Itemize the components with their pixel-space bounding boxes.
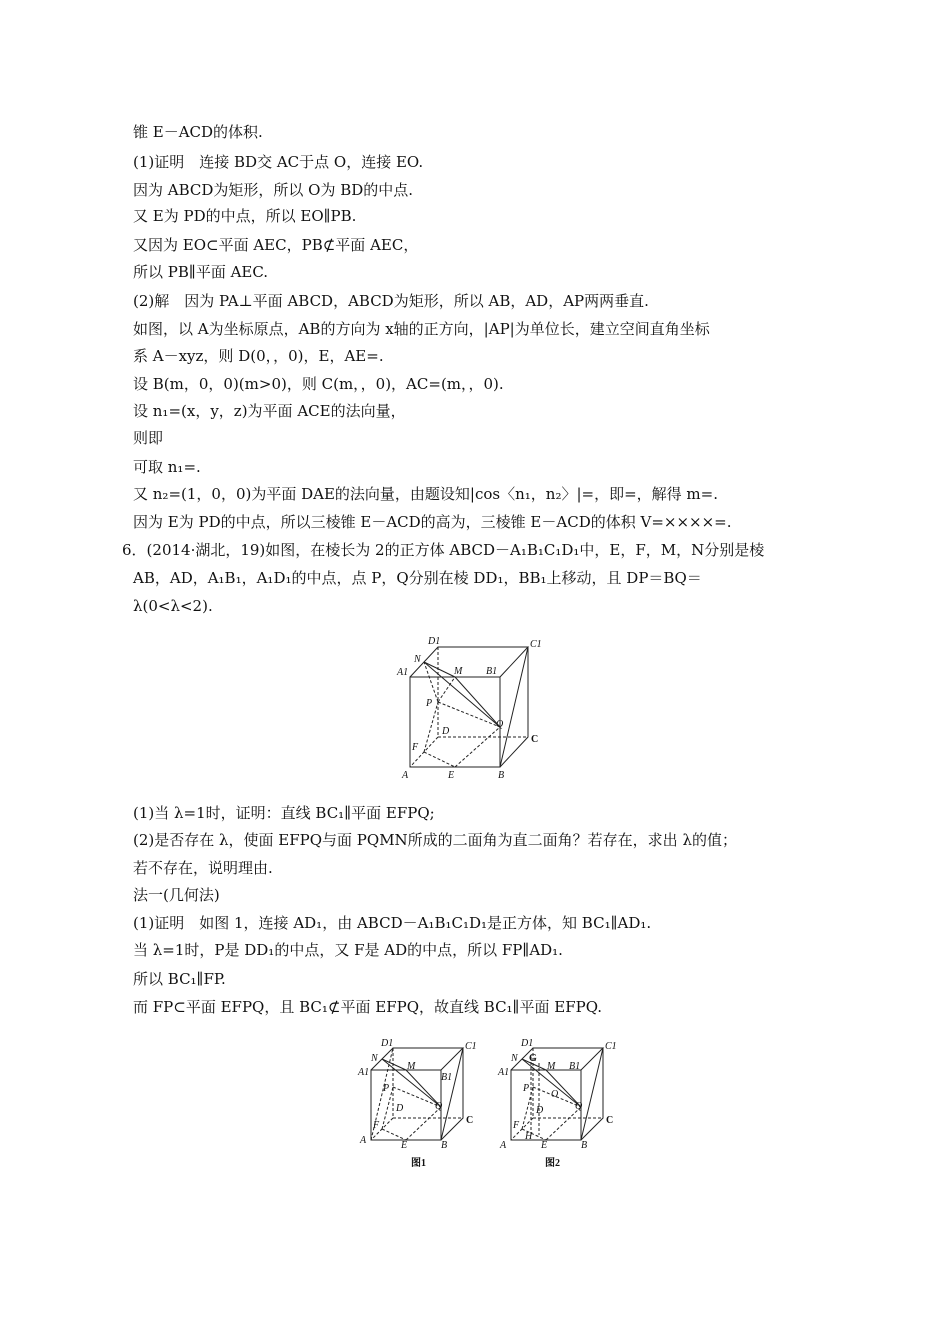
vertex-label: H [525, 1131, 533, 1142]
vertex-label: D [442, 726, 450, 737]
text-line: 法一(几何法) [133, 886, 220, 904]
vertex-label: E [448, 770, 455, 781]
vertex-label: N [511, 1053, 518, 1064]
vertex-label: P [383, 1083, 390, 1094]
text-line: (2)是否存在 λ，使面 EFPQ与面 PQMN所成的二面角为直二面角？若存在，求出 λ的值； [133, 831, 737, 849]
text-line: 则即 [133, 429, 164, 447]
text-line: 如图，以 A为坐标原点，AB的方向为 x轴的正方向，|AP|为单位长，建立空间直角坐标 [133, 320, 710, 338]
text-line: 所以 PB∥平面 AEC. [133, 263, 269, 281]
vertex-label: B [581, 1140, 588, 1151]
vertex-label: B1 [441, 1072, 453, 1083]
text-line: 当 λ=1时，P是 DD₁的中点，又 F是 AD的中点，所以 FP∥AD₁. [133, 941, 563, 959]
vertex-label: C1 [605, 1041, 617, 1052]
vertex-label: M [454, 666, 463, 677]
text-line: 若不存在，说明理由. [133, 859, 273, 877]
vertex-label: A1 [498, 1067, 510, 1078]
vertex-label: B1 [486, 666, 498, 677]
vertex-label: C [466, 1115, 474, 1126]
text-line: (2)解 因为 PA⊥平面 ABCD，ABCD为矩形，所以 AB，AD，AP两两垂直. [133, 292, 649, 310]
text-line: 锥 E－ACD的体积. [133, 123, 263, 141]
vertex-label: N [414, 654, 421, 665]
text-line: 系 A－xyz，则 D(0，，0)，E，AE=. [133, 347, 384, 365]
vertex-label: P [426, 698, 433, 709]
text-line: 又 E为 PD的中点，所以 EO∥PB. [133, 207, 357, 225]
vertex-label: E [401, 1140, 408, 1151]
text-line: 所以 BC₁∥FP. [133, 970, 226, 988]
vertex-label: Q [496, 719, 504, 730]
vertex-label: C1 [530, 639, 542, 650]
text-line: (1)证明 连接 BD交 AC于点 O，连接 EO. [133, 153, 424, 171]
vertex-label: A1 [358, 1067, 370, 1078]
text-line: (1)当 λ=1时，证明：直线 BC₁∥平面 EFPQ; [133, 804, 435, 822]
problem-heading: 6．(2014·湖北，19)如图，在棱长为 2的正方体 ABCD－A₁B₁C₁D₁中，E，F，M，N分别是棱 [122, 541, 765, 559]
text-line: 而 FP⊂平面 EFPQ，且 BC₁⊄平面 EFPQ，故直线 BC₁∥平面 EFPQ. [133, 998, 603, 1016]
vertex-label: A [500, 1140, 507, 1151]
vertex-label: A1 [397, 667, 409, 678]
cube-figure-1 [355, 1035, 485, 1170]
figure-caption: 图2 [545, 1158, 560, 1169]
vertex-label: M [547, 1061, 556, 1072]
text-line: 设 n₁=(x，y，z)为平面 ACE的法向量， [133, 402, 406, 420]
text-line: 设 B(m，0，0)(m>0)，则 C(m，，0)，AC=(m，，0). [133, 375, 504, 393]
vertex-label: Q [435, 1101, 443, 1112]
text-line: 因为 E为 PD的中点，所以三棱锥 E－ACD的高为，三棱锥 E－ACD的体积 V=××××=. [133, 513, 732, 531]
vertex-label: C [531, 734, 539, 745]
vertex-label: B1 [569, 1061, 581, 1072]
vertex-label: P [523, 1083, 530, 1094]
vertex-label: F [373, 1120, 380, 1131]
vertex-label: D [536, 1105, 544, 1116]
vertex-label: B [441, 1140, 448, 1151]
figure-caption: 图1 [411, 1158, 426, 1169]
vertex-label: D1 [521, 1038, 534, 1049]
cube-figure-2 [495, 1035, 625, 1170]
vertex-label: D1 [428, 636, 441, 647]
vertex-label: A [360, 1135, 367, 1146]
vertex-label: A [402, 770, 409, 781]
vertex-label: G [529, 1053, 537, 1064]
vertex-label: Q [575, 1101, 583, 1112]
text-line: 又因为 EO⊂平面 AEC，PB⊄平面 AEC， [133, 236, 419, 254]
vertex-label: B [498, 770, 505, 781]
vertex-label: E [541, 1140, 548, 1151]
text-line: 可取 n₁=. [133, 458, 201, 476]
cube-figure-main [392, 630, 552, 785]
vertex-label: C [606, 1115, 614, 1126]
vertex-label: C1 [465, 1041, 477, 1052]
text-line: λ(0<λ<2). [133, 597, 213, 615]
vertex-label: D1 [381, 1038, 394, 1049]
vertex-label: F [513, 1120, 520, 1131]
vertex-label: D [396, 1103, 404, 1114]
text-line: 又 n₂=(1，0，0)为平面 DAE的法向量，由题设知|cos〈n₁，n₂〉|=，即=，解得 m=. [133, 485, 718, 503]
text-line: (1)证明 如图 1，连接 AD₁，由 ABCD－A₁B₁C₁D₁是正方体，知 BC₁∥AD₁. [133, 914, 652, 932]
text-line: 因为 ABCD为矩形，所以 O为 BD的中点. [133, 181, 414, 199]
vertex-label: O [551, 1089, 559, 1100]
vertex-label: F [412, 742, 419, 753]
vertex-label: N [371, 1053, 378, 1064]
vertex-label: M [407, 1061, 416, 1072]
text-line: AB，AD，A₁B₁，A₁D₁的中点，点 P，Q分别在棱 DD₁，BB₁上移动，且 DP＝BQ＝ [133, 569, 702, 587]
